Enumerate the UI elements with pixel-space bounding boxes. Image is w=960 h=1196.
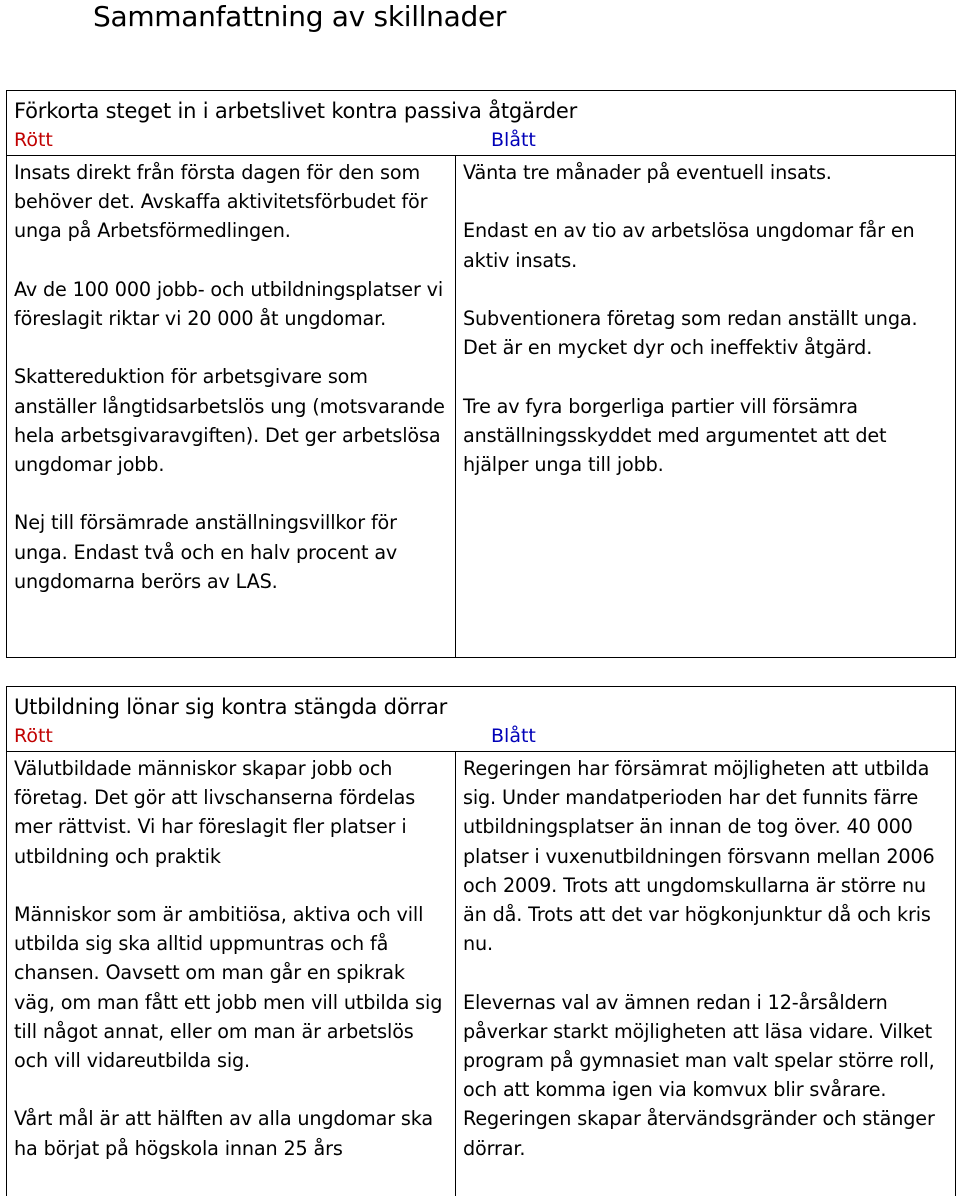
red-paragraph: Nej till försämrade anställningsvillkor för unga. Endast två och en halv procent av ungdomarna berörs av LAS. — [14, 511, 398, 593]
red-label: Rött — [14, 129, 53, 151]
column-divider — [455, 155, 456, 657]
blue-column — [463, 754, 947, 1163]
comparison-table-education — [6, 686, 956, 1196]
red-paragraph: Av de 100 000 jobb- och utbildningsplatser vi föreslagit riktar vi 20 000 åt ungdomar. — [14, 277, 444, 330]
red-paragraph: Välutbildade människor skapar jobb och företag. Det gör att livschanserna fördelas mer rättvist. Vi har föreslagit fler platser i utbildning och praktik — [14, 757, 416, 868]
section-title: Utbildning lönar sig kontra stängda dörrar — [14, 695, 448, 719]
blue-column — [463, 158, 947, 479]
comparison-table-employment — [6, 90, 956, 658]
header-divider — [7, 155, 955, 156]
red-column — [14, 754, 450, 1163]
blue-paragraph: Endast en av tio av arbetslösa ungdomar får en aktiv insats. — [463, 219, 915, 272]
red-paragraph: Människor som är ambitiösa, aktiva och vill utbilda sig ska alltid uppmuntras och få chansen. Oavsett om man går en spikrak väg, om man fått ett jobb men vill utbilda sig till något annat, eller om man är arbetslös och vill vidareutbilda sig. — [14, 903, 443, 1073]
blue-paragraph: Elevernas val av ämnen redan i 12-årsåldern påverkar starkt möjligheten att läsa vidare. Vilket program på gymnasiet man valt spelar större roll, och att komma igen via komvux blir svårare. Regeringen skapar återvändsgränder och stänger dörrar. — [463, 990, 935, 1160]
red-paragraph: Skattereduktion för arbetsgivare som anställer långtidsarbetslös ung (motsvarande hela arbetsgivaravgiften). Det ger arbetslösa ungdomar jobb. — [14, 365, 445, 476]
red-label: Rött — [14, 725, 53, 747]
blue-label: Blått — [491, 129, 536, 151]
blue-label: Blått — [491, 725, 536, 747]
blue-paragraph: Regeringen har försämrat möjligheten att utbilda sig. Under mandatperioden har det funnits färre utbildningsplatser än innan de tog över. 40 000 platser i vuxenutbildningen försvann mellan 2006 och 2009. Trots att ungdomskullarna är större nu än då. Trots att det var högkonjunktur då och kris nu. — [463, 757, 935, 956]
blue-paragraph: Vänta tre månader på eventuell insats. — [463, 161, 832, 184]
column-divider — [455, 751, 456, 1196]
section-title: Förkorta steget in i arbetslivet kontra passiva åtgärder — [14, 99, 578, 123]
blue-paragraph: Tre av fyra borgerliga partier vill försämra anställningsskyddet med argumentet att det hjälper unga till jobb. — [463, 394, 887, 476]
red-column — [14, 158, 450, 596]
page-title: Sammanfattning av skillnader — [93, 0, 507, 33]
header-divider — [7, 751, 955, 752]
blue-paragraph: Subventionera företag som redan anställt unga. Det är en mycket dyr och ineffektiv åtgärd. — [463, 306, 918, 360]
red-paragraph: Vårt mål är att hälften av alla ungdomar ska ha börjat på högskola innan 25 års — [14, 1107, 433, 1160]
red-paragraph: Insats direkt från första dagen för den som behöver det. Avskaffa aktivitetsförbudet för unga på Arbetsförmedlingen. — [14, 161, 428, 243]
